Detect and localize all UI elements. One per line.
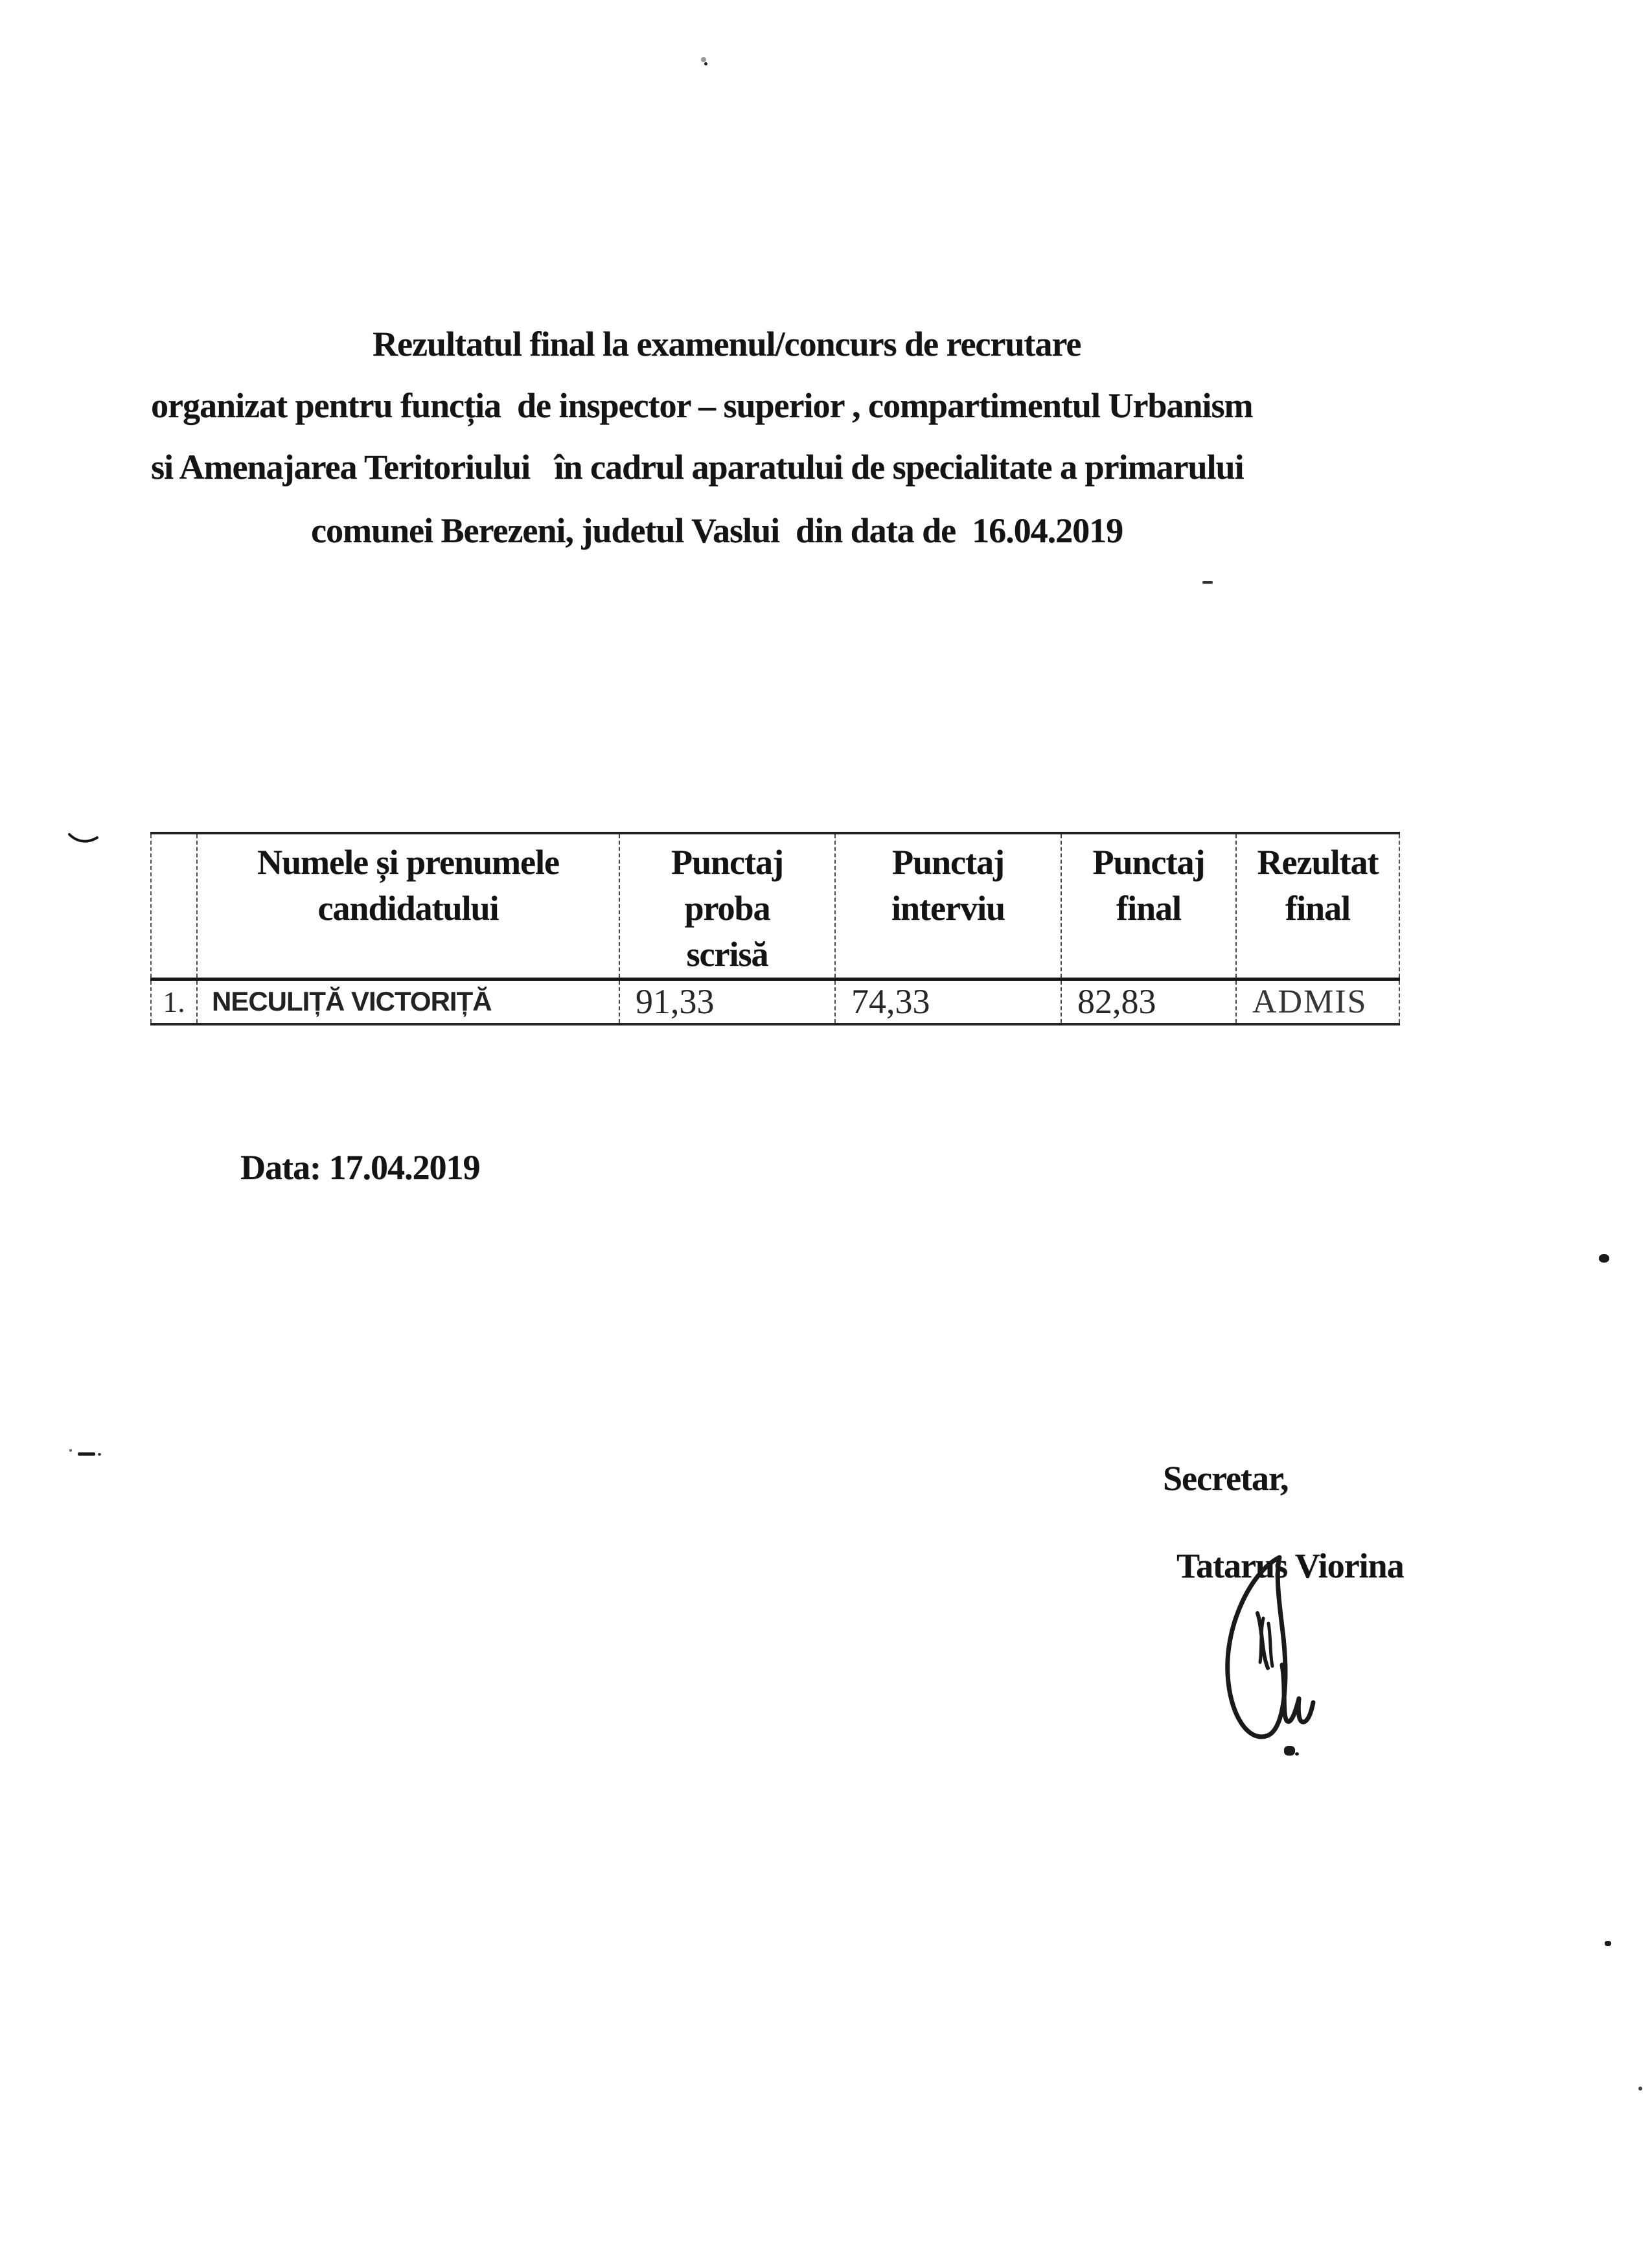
table-row — [151, 979, 1399, 1024]
header-line: interviu — [891, 889, 1005, 928]
header-line: scrisă — [686, 935, 768, 974]
row-number: 1. — [163, 985, 185, 1018]
title-line-4: comunei Berezeni, judetul Vaslui din data de 16.04.2019 — [311, 511, 1123, 550]
scan-speck — [701, 57, 706, 62]
scan-blob — [1599, 1254, 1609, 1263]
header-line: Punctaj — [892, 843, 1004, 882]
header-final-score — [1061, 833, 1236, 979]
final-result: ADMIS — [1236, 979, 1399, 1024]
results-table — [150, 832, 1400, 1025]
header-line: final — [1116, 889, 1182, 928]
signature-name: Tatarus Viorina — [1176, 1546, 1404, 1585]
header-line: Punctaj — [1092, 843, 1205, 882]
header-interview-score — [835, 833, 1061, 979]
header-line: Punctaj — [671, 843, 783, 882]
scan-speck — [1605, 1941, 1611, 1946]
title-line-2: organizat pentru funcția de inspector – superior , compartimentul Urbanism — [151, 386, 1253, 425]
scan-speck — [1295, 1752, 1299, 1756]
header-line: proba — [684, 889, 770, 928]
scan-speck — [98, 1453, 101, 1456]
signature-role: Secretar, — [1163, 1459, 1289, 1498]
written-score: 91,33 — [619, 979, 835, 1024]
candidate-name: NECULIȚĂ VICTORIȚĂ — [197, 979, 619, 1024]
header-final-result — [1236, 833, 1399, 979]
title-line-3: si Amenajarea Teritoriului în cadrul aparatului de specialitate a primarului — [151, 448, 1244, 487]
title-line-1: Rezultatul final la examenul/concurs de recrutare — [373, 325, 1081, 363]
final-score: 82,83 — [1061, 979, 1236, 1024]
interview-score: 74,33 — [835, 979, 1061, 1024]
table-header-row — [151, 833, 1399, 979]
scan-dash — [1202, 581, 1213, 584]
header-line: Rezultat — [1257, 843, 1379, 882]
scan-speck — [1638, 2087, 1642, 2090]
header-line: final — [1285, 889, 1351, 928]
scan-speck — [69, 1449, 72, 1452]
scan-dash — [78, 1452, 95, 1456]
header-line: candidatului — [317, 889, 499, 928]
scan-swash-mark — [68, 830, 100, 845]
header-line: Numele și prenumele — [257, 843, 559, 882]
header-number-column — [151, 833, 197, 979]
header-written-score — [619, 833, 835, 979]
date-line: Data: 17.04.2019 — [240, 1148, 480, 1187]
scan-speck — [704, 62, 707, 65]
handwritten-signature — [1217, 1553, 1320, 1751]
scan-blob — [1284, 1746, 1295, 1756]
header-candidate-name — [197, 833, 619, 979]
